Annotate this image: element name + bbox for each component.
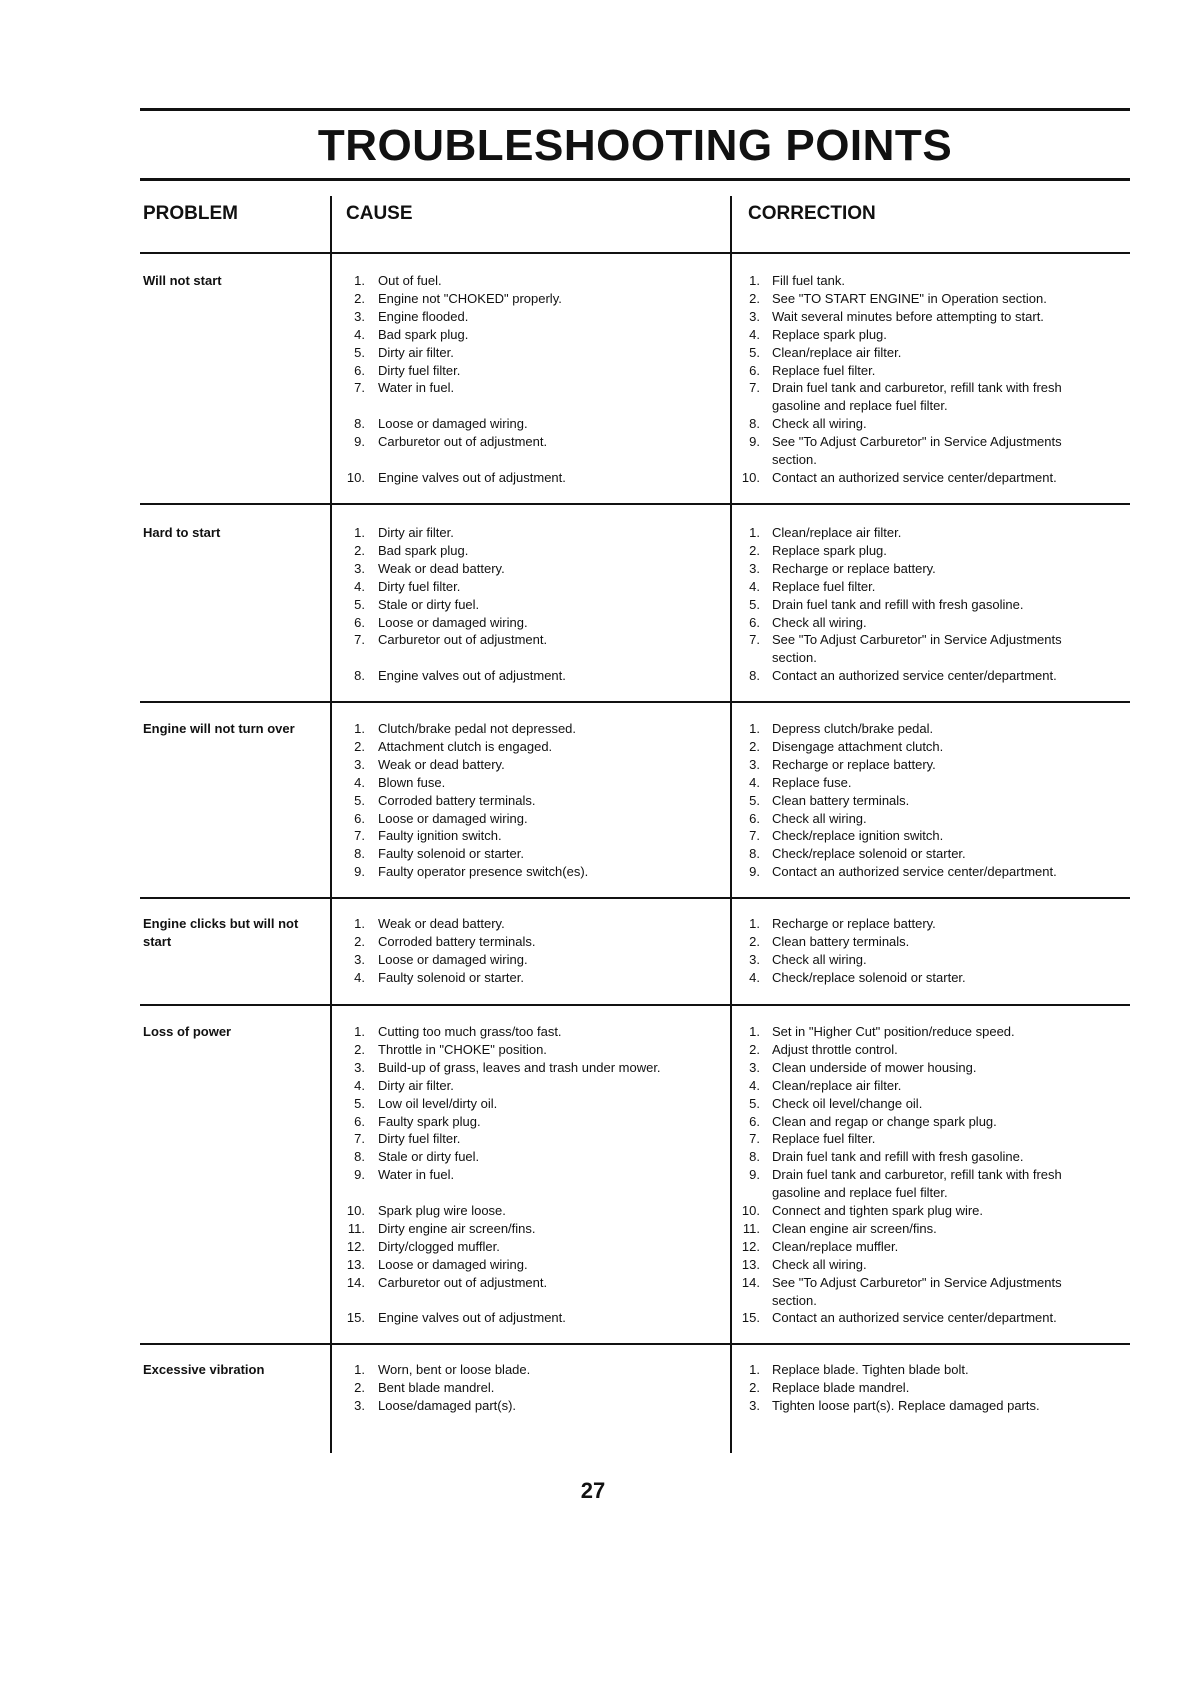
cause-number: 13. <box>346 1256 365 1272</box>
correction-number: 2. <box>749 933 760 949</box>
problem-label: Engine clicks but will not start <box>143 916 299 949</box>
cause-number: 1. <box>354 1362 365 1377</box>
correction-text: Check all wiring. <box>772 1256 867 1272</box>
cause-number: 9. <box>354 864 365 880</box>
top-rule <box>140 108 1130 111</box>
correction-text: Replace blade. Tighten blade bolt. <box>772 1362 969 1377</box>
correction-number: 11. <box>742 1220 760 1236</box>
correction-text: Recharge or replace battery. <box>772 560 936 576</box>
correction-number: 1. <box>749 273 760 288</box>
cause-text: Dirty air filter. <box>378 1077 454 1093</box>
section-rule <box>140 897 1130 899</box>
cause-number: 5. <box>354 344 365 360</box>
correction-number: 8. <box>749 846 760 862</box>
page-title: TROUBLESHOOTING POINTS <box>317 121 953 170</box>
cause-number: 7. <box>354 380 365 396</box>
correction-text: Check/replace ignition switch. <box>772 828 944 844</box>
correction-number: 6. <box>749 614 760 630</box>
correction-text: section. <box>772 452 817 467</box>
correction-number: 7. <box>749 632 760 648</box>
correction-text: Check/replace solenoid or starter. <box>772 969 966 985</box>
correction-number: 6. <box>749 810 760 826</box>
cause-text: Attachment clutch is engaged. <box>378 738 553 754</box>
correction-text: Replace fuel filter. <box>772 362 876 378</box>
cause-number: 4. <box>354 774 365 790</box>
correction-text: Check all wiring. <box>772 416 867 432</box>
cause-number: 7. <box>354 1131 365 1147</box>
cause-text: Water in fuel. <box>378 380 455 396</box>
cause-number: 6. <box>354 614 365 630</box>
correction-text: gasoline and replace fuel filter. <box>772 398 948 414</box>
cause-text: Out of fuel. <box>378 273 442 288</box>
correction-text: Clean engine air screen/fins. <box>772 1220 937 1236</box>
correction-text: Replace fuel filter. <box>772 1131 876 1147</box>
correction-text: Check all wiring. <box>772 614 867 630</box>
cause-text: Stale or dirty fuel. <box>378 596 480 612</box>
correction-text: Check all wiring. <box>772 810 867 826</box>
correction-number: 3. <box>749 756 760 772</box>
cause-text: Throttle in "CHOKE" position. <box>378 1041 547 1057</box>
cause-text: Bent blade mandrel. <box>378 1379 495 1395</box>
correction-text: Disengage attachment clutch. <box>772 738 944 754</box>
cause-number: 2. <box>354 1041 365 1057</box>
cause-number: 3. <box>354 308 365 324</box>
correction-text: Replace fuse. <box>772 774 852 790</box>
cause-number: 15. <box>346 1310 365 1326</box>
correction-number: 13. <box>741 1256 760 1272</box>
cause-text: Stale or dirty fuel. <box>378 1149 480 1165</box>
cause-number: 10. <box>346 1203 365 1218</box>
correction-text: Contact an authorized service center/department. <box>772 668 1057 684</box>
cause-number: 7. <box>354 828 365 844</box>
cause-text: Dirty air filter. <box>378 344 454 360</box>
correction-number: 2. <box>749 1041 760 1057</box>
cause-text: Loose or damaged wiring. <box>378 951 528 967</box>
correction-number: 1. <box>749 1362 760 1377</box>
correction-text: Clean/replace muffler. <box>772 1238 899 1254</box>
cause-number: 1. <box>354 273 365 288</box>
section-rule <box>140 701 1130 703</box>
correction-text: Recharge or replace battery. <box>772 756 936 772</box>
correction-number: 10. <box>741 1203 760 1218</box>
cause-number: 4. <box>354 1077 365 1093</box>
correction-number: 3. <box>749 1059 760 1075</box>
cause-number: 11. <box>347 1220 365 1236</box>
cause-text: Dirty fuel filter. <box>378 578 461 594</box>
cause-text: Faulty operator presence switch(es). <box>378 864 589 880</box>
cause-text: Dirty/clogged muffler. <box>378 1238 500 1254</box>
correction-number: 3. <box>749 951 760 967</box>
cause-text: Dirty fuel filter. <box>378 1131 461 1147</box>
cause-text: Corroded battery terminals. <box>378 933 536 949</box>
problem-label: Will not start <box>143 273 222 288</box>
correction-number: 10. <box>741 469 760 485</box>
correction-number: 6. <box>749 1113 760 1129</box>
column-divider-right <box>730 196 732 1453</box>
correction-text: See "To Adjust Carburetor" in Service Adjustments <box>772 434 1062 450</box>
cause-text: Build-up of grass, leaves and trash under mower. <box>378 1059 661 1075</box>
correction-number: 2. <box>749 290 760 306</box>
cause-text: Water in fuel. <box>378 1167 455 1183</box>
cause-text: Blown fuse. <box>378 774 446 790</box>
cause-number: 6. <box>354 1113 365 1129</box>
cause-number: 3. <box>354 560 365 576</box>
correction-number: 8. <box>749 416 760 432</box>
cause-number: 3. <box>354 951 365 967</box>
cause-text: Carburetor out of adjustment. <box>378 1274 548 1290</box>
cause-text: Faulty spark plug. <box>378 1113 481 1129</box>
correction-text: Check oil level/change oil. <box>772 1095 923 1111</box>
correction-number: 4. <box>749 969 760 985</box>
correction-text: Clean/replace air filter. <box>772 1077 902 1093</box>
cause-text: Engine flooded. <box>378 308 469 324</box>
problem-label: Loss of power <box>143 1024 232 1039</box>
correction-number: 2. <box>749 738 760 754</box>
cause-number: 5. <box>354 1095 365 1111</box>
correction-text: section. <box>772 650 817 666</box>
cause-number: 3. <box>354 1059 365 1075</box>
cause-number: 5. <box>354 792 365 808</box>
correction-text: Wait several minutes before attempting to start. <box>772 308 1044 324</box>
section-rule <box>140 503 1130 505</box>
correction-text: Tighten loose part(s). Replace damaged parts. <box>772 1397 1040 1413</box>
column-divider-left <box>330 196 332 1453</box>
cause-number: 9. <box>354 1167 365 1183</box>
cause-number: 1. <box>354 916 365 931</box>
cause-number: 2. <box>354 290 365 306</box>
problem-label: Excessive vibration <box>143 1362 265 1377</box>
correction-number: 3. <box>749 1397 760 1413</box>
correction-number: 15. <box>741 1310 760 1326</box>
correction-text: Contact an authorized service center/department. <box>772 1310 1057 1326</box>
correction-text: See "TO START ENGINE" in Operation section. <box>772 290 1047 306</box>
cause-number: 2. <box>354 542 365 558</box>
correction-number: 4. <box>749 1077 760 1093</box>
cause-number: 1. <box>354 525 365 540</box>
correction-number: 6. <box>749 362 760 378</box>
correction-text: Replace spark plug. <box>772 326 887 342</box>
header-problem: PROBLEM <box>143 203 238 224</box>
correction-text: Replace spark plug. <box>772 542 887 558</box>
correction-number: 4. <box>749 326 760 342</box>
correction-text: Recharge or replace battery. <box>772 916 936 931</box>
correction-text: See "To Adjust Carburetor" in Service Adjustments <box>772 1274 1062 1290</box>
section-rule <box>140 1343 1130 1345</box>
header-correction: CORRECTION <box>748 203 876 224</box>
section-rule <box>140 252 1130 254</box>
problem-label: Hard to start <box>143 525 221 540</box>
correction-text: Clean/replace air filter. <box>772 344 902 360</box>
cause-text: Engine valves out of adjustment. <box>378 1310 566 1326</box>
correction-number: 9. <box>749 434 760 450</box>
cause-text: Bad spark plug. <box>378 326 469 342</box>
correction-number: 1. <box>749 916 760 931</box>
correction-text: Replace fuel filter. <box>772 578 876 594</box>
cause-text: Cutting too much grass/too fast. <box>378 1024 562 1039</box>
cause-number: 14. <box>346 1274 365 1290</box>
correction-text: Check all wiring. <box>772 951 867 967</box>
cause-number: 4. <box>354 969 365 985</box>
correction-text: Fill fuel tank. <box>772 273 845 288</box>
cause-number: 6. <box>354 362 365 378</box>
correction-number: 4. <box>749 578 760 594</box>
correction-text: Drain fuel tank and refill with fresh gasoline. <box>772 596 1024 612</box>
title-rule <box>140 178 1130 181</box>
cause-number: 8. <box>354 846 365 862</box>
correction-text: Connect and tighten spark plug wire. <box>772 1203 984 1218</box>
cause-number: 10. <box>346 469 365 485</box>
section-rule <box>140 1004 1130 1006</box>
header-cause: CAUSE <box>346 203 413 224</box>
cause-text: Clutch/brake pedal not depressed. <box>378 721 577 736</box>
cause-text: Bad spark plug. <box>378 542 469 558</box>
correction-number: 9. <box>749 1167 760 1183</box>
cause-number: 8. <box>354 668 365 684</box>
cause-text: Faulty ignition switch. <box>378 828 502 844</box>
correction-text: Drain fuel tank and carburetor, refill tank with fresh <box>772 380 1062 396</box>
cause-number: 2. <box>354 933 365 949</box>
cause-number: 2. <box>354 738 365 754</box>
cause-number: 9. <box>354 434 365 450</box>
cause-number: 7. <box>354 632 365 648</box>
correction-number: 7. <box>749 380 760 396</box>
cause-text: Engine valves out of adjustment. <box>378 668 566 684</box>
cause-text: Loose or damaged wiring. <box>378 416 528 432</box>
cause-text: Dirty air filter. <box>378 525 454 540</box>
correction-number: 1. <box>749 1024 760 1039</box>
cause-text: Dirty engine air screen/fins. <box>378 1220 536 1236</box>
cause-text: Loose or damaged wiring. <box>378 614 528 630</box>
correction-text: Adjust throttle control. <box>772 1041 898 1057</box>
correction-number: 5. <box>749 596 760 612</box>
correction-text: Check/replace solenoid or starter. <box>772 846 966 862</box>
correction-text: See "To Adjust Carburetor" in Service Adjustments <box>772 632 1062 648</box>
correction-text: Clean battery terminals. <box>772 792 910 808</box>
correction-number: 3. <box>749 308 760 324</box>
correction-text: Drain fuel tank and refill with fresh gasoline. <box>772 1149 1024 1165</box>
cause-number: 8. <box>354 1149 365 1165</box>
cause-text: Weak or dead battery. <box>378 560 505 576</box>
cause-number: 12. <box>346 1238 365 1254</box>
cause-text: Faulty solenoid or starter. <box>378 846 524 862</box>
correction-number: 5. <box>749 1095 760 1111</box>
cause-text: Dirty fuel filter. <box>378 362 461 378</box>
correction-number: 7. <box>749 1131 760 1147</box>
correction-text: section. <box>772 1292 817 1308</box>
cause-text: Corroded battery terminals. <box>378 792 536 808</box>
cause-text: Engine not "CHOKED" properly. <box>378 290 562 306</box>
correction-text: Clean battery terminals. <box>772 933 910 949</box>
correction-number: 7. <box>749 828 760 844</box>
cause-text: Loose or damaged wiring. <box>378 810 528 826</box>
cause-text: Worn, bent or loose blade. <box>378 1362 531 1377</box>
cause-text: Carburetor out of adjustment. <box>378 434 548 450</box>
cause-text: Low oil level/dirty oil. <box>378 1095 498 1111</box>
cause-text: Faulty solenoid or starter. <box>378 969 524 985</box>
correction-number: 5. <box>749 344 760 360</box>
cause-number: 3. <box>354 1397 365 1413</box>
correction-number: 8. <box>749 668 760 684</box>
cause-text: Loose/damaged part(s). <box>378 1397 517 1413</box>
correction-text: gasoline and replace fuel filter. <box>772 1185 948 1201</box>
correction-number: 2. <box>749 1379 760 1395</box>
cause-number: 3. <box>354 756 365 772</box>
correction-number: 5. <box>749 792 760 808</box>
cause-text: Weak or dead battery. <box>378 916 505 931</box>
correction-number: 3. <box>749 560 760 576</box>
correction-number: 9. <box>749 864 760 880</box>
cause-number: 1. <box>354 1024 365 1039</box>
correction-number: 4. <box>749 774 760 790</box>
correction-number: 8. <box>749 1149 760 1165</box>
cause-text: Spark plug wire loose. <box>378 1203 506 1218</box>
correction-text: Clean underside of mower housing. <box>772 1059 977 1075</box>
correction-text: Contact an authorized service center/department. <box>772 864 1057 880</box>
cause-number: 6. <box>354 810 365 826</box>
cause-text: Loose or damaged wiring. <box>378 1256 528 1272</box>
correction-number: 1. <box>749 525 760 540</box>
cause-number: 5. <box>354 596 365 612</box>
correction-text: Clean and regap or change spark plug. <box>772 1113 997 1129</box>
cause-text: Engine valves out of adjustment. <box>378 469 566 485</box>
correction-number: 1. <box>749 721 760 736</box>
correction-text: Contact an authorized service center/department. <box>772 469 1057 485</box>
page-number: 27 <box>580 1478 606 1503</box>
correction-text: Depress clutch/brake pedal. <box>772 721 934 736</box>
correction-text: Replace blade mandrel. <box>772 1379 910 1395</box>
cause-text: Weak or dead battery. <box>378 756 505 772</box>
cause-number: 4. <box>354 578 365 594</box>
cause-number: 8. <box>354 416 365 432</box>
correction-number: 14. <box>741 1274 760 1290</box>
cause-number: 2. <box>354 1379 365 1395</box>
correction-number: 12. <box>741 1238 760 1254</box>
cause-number: 1. <box>354 721 365 736</box>
correction-text: Drain fuel tank and carburetor, refill tank with fresh <box>772 1167 1062 1183</box>
correction-text: Clean/replace air filter. <box>772 525 902 540</box>
cause-number: 4. <box>354 326 365 342</box>
correction-text: Set in "Higher Cut" position/reduce speed. <box>772 1024 1015 1039</box>
problem-label: Engine will not turn over <box>143 721 295 736</box>
cause-text: Carburetor out of adjustment. <box>378 632 548 648</box>
correction-number: 2. <box>749 542 760 558</box>
